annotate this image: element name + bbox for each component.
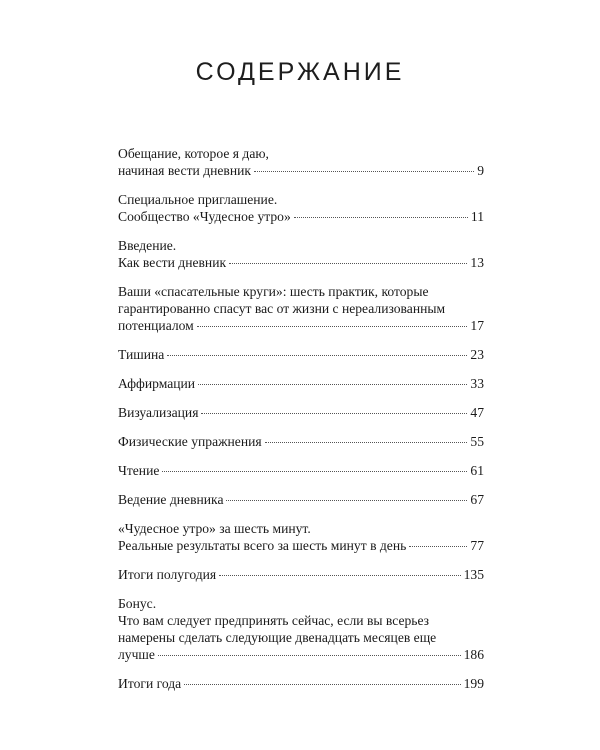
toc-page-number: 13 — [470, 255, 484, 270]
toc-entry — [118, 375, 484, 392]
dot-leader — [254, 171, 474, 172]
table-of-contents — [118, 145, 484, 704]
toc-entry-title: Тишина — [118, 347, 165, 362]
toc-page-number: 17 — [470, 318, 484, 333]
toc-entry — [118, 283, 484, 334]
toc-page-number: 47 — [470, 405, 484, 420]
toc-entry-final-line — [118, 404, 484, 421]
toc-entry-final-line — [118, 208, 484, 225]
toc-entry-title: Визуализация — [118, 405, 199, 420]
toc-entry — [118, 145, 484, 179]
toc-entry-line: гарантированно спасут вас от жизни с нереализованным — [118, 301, 446, 316]
toc-entry-line: Обещание, которое я даю, — [118, 146, 269, 161]
toc-entry — [118, 404, 484, 421]
toc-page-number: 61 — [470, 463, 484, 478]
toc-entry — [118, 237, 484, 271]
toc-entry-final-line — [118, 346, 484, 363]
dot-leader — [294, 217, 468, 218]
toc-entry-final-line — [118, 566, 484, 583]
dot-leader — [167, 355, 467, 356]
toc-entry-line: намерены сделать следующие двенадцать месяцев еще — [118, 630, 437, 645]
toc-entry-final-line — [118, 646, 484, 663]
dot-leader — [229, 263, 467, 264]
toc-entry-line: Специальное приглашение. — [118, 192, 278, 207]
toc-entry-title: Ведение дневника — [118, 492, 224, 507]
dot-leader — [158, 655, 461, 656]
toc-entry-final-line — [118, 491, 484, 508]
toc-entry-final-line — [118, 317, 484, 334]
toc-entry — [118, 433, 484, 450]
toc-entry-title: лучше — [118, 647, 155, 662]
toc-entry-final-line — [118, 162, 484, 179]
toc-entry-title: Физические упражнения — [118, 434, 262, 449]
toc-page-number: 11 — [470, 209, 484, 224]
toc-entry-final-line — [118, 675, 484, 692]
dot-leader — [184, 684, 460, 685]
toc-entry-line: «Чудесное утро» за шесть минут. — [118, 521, 311, 536]
dot-leader — [409, 546, 467, 547]
toc-entry — [118, 191, 484, 225]
toc-entry — [118, 566, 484, 583]
dot-leader — [201, 413, 467, 414]
toc-entry — [118, 520, 484, 554]
toc-entry — [118, 595, 484, 663]
toc-entry-final-line — [118, 375, 484, 392]
toc-entry-final-line — [118, 462, 484, 479]
toc-entry-title: Как вести дневник — [118, 255, 227, 270]
dot-leader — [162, 471, 467, 472]
toc-entry-title: Чтение — [118, 463, 160, 478]
toc-entry-title: Аффирмации — [118, 376, 196, 391]
toc-page-number: 186 — [463, 647, 484, 662]
toc-entry-title: потенциалом — [118, 318, 194, 333]
toc-entry-final-line — [118, 254, 484, 271]
dot-leader — [219, 575, 460, 576]
toc-entry-line: Бонус. — [118, 596, 157, 611]
toc-page-number: 23 — [470, 347, 484, 362]
dot-leader — [197, 326, 468, 327]
toc-entry-line: Что вам следует предпринять сейчас, если вы всерьез — [118, 613, 430, 628]
page-title: СОДЕРЖАНИЕ — [195, 58, 405, 86]
toc-entry — [118, 346, 484, 363]
toc-page-number: 77 — [470, 538, 484, 553]
toc-page-number: 9 — [477, 163, 484, 178]
toc-entry-line: Ваши «спасательные круги»: шесть практик, которые — [118, 284, 429, 299]
dot-leader — [226, 500, 467, 501]
toc-entry-final-line — [118, 433, 484, 450]
toc-page-number: 199 — [463, 676, 484, 691]
toc-entry — [118, 462, 484, 479]
toc-page-number: 33 — [470, 376, 484, 391]
toc-entry-title: начиная вести дневник — [118, 163, 251, 178]
toc-page-number: 55 — [470, 434, 484, 449]
toc-page-number: 135 — [463, 567, 484, 582]
toc-page-number: 67 — [470, 492, 484, 507]
toc-entry-line: Введение. — [118, 238, 177, 253]
dot-leader — [198, 384, 467, 385]
toc-entry-title: Реальные результаты всего за шесть минут в день — [118, 538, 407, 553]
toc-entry-final-line — [118, 537, 484, 554]
toc-entry-title: Итоги года — [118, 676, 182, 691]
dot-leader — [265, 442, 468, 443]
toc-entry — [118, 491, 484, 508]
toc-entry-title: Итоги полугодия — [118, 567, 217, 582]
toc-entry — [118, 675, 484, 692]
toc-entry-title: Сообщество «Чудесное утро» — [118, 209, 291, 224]
